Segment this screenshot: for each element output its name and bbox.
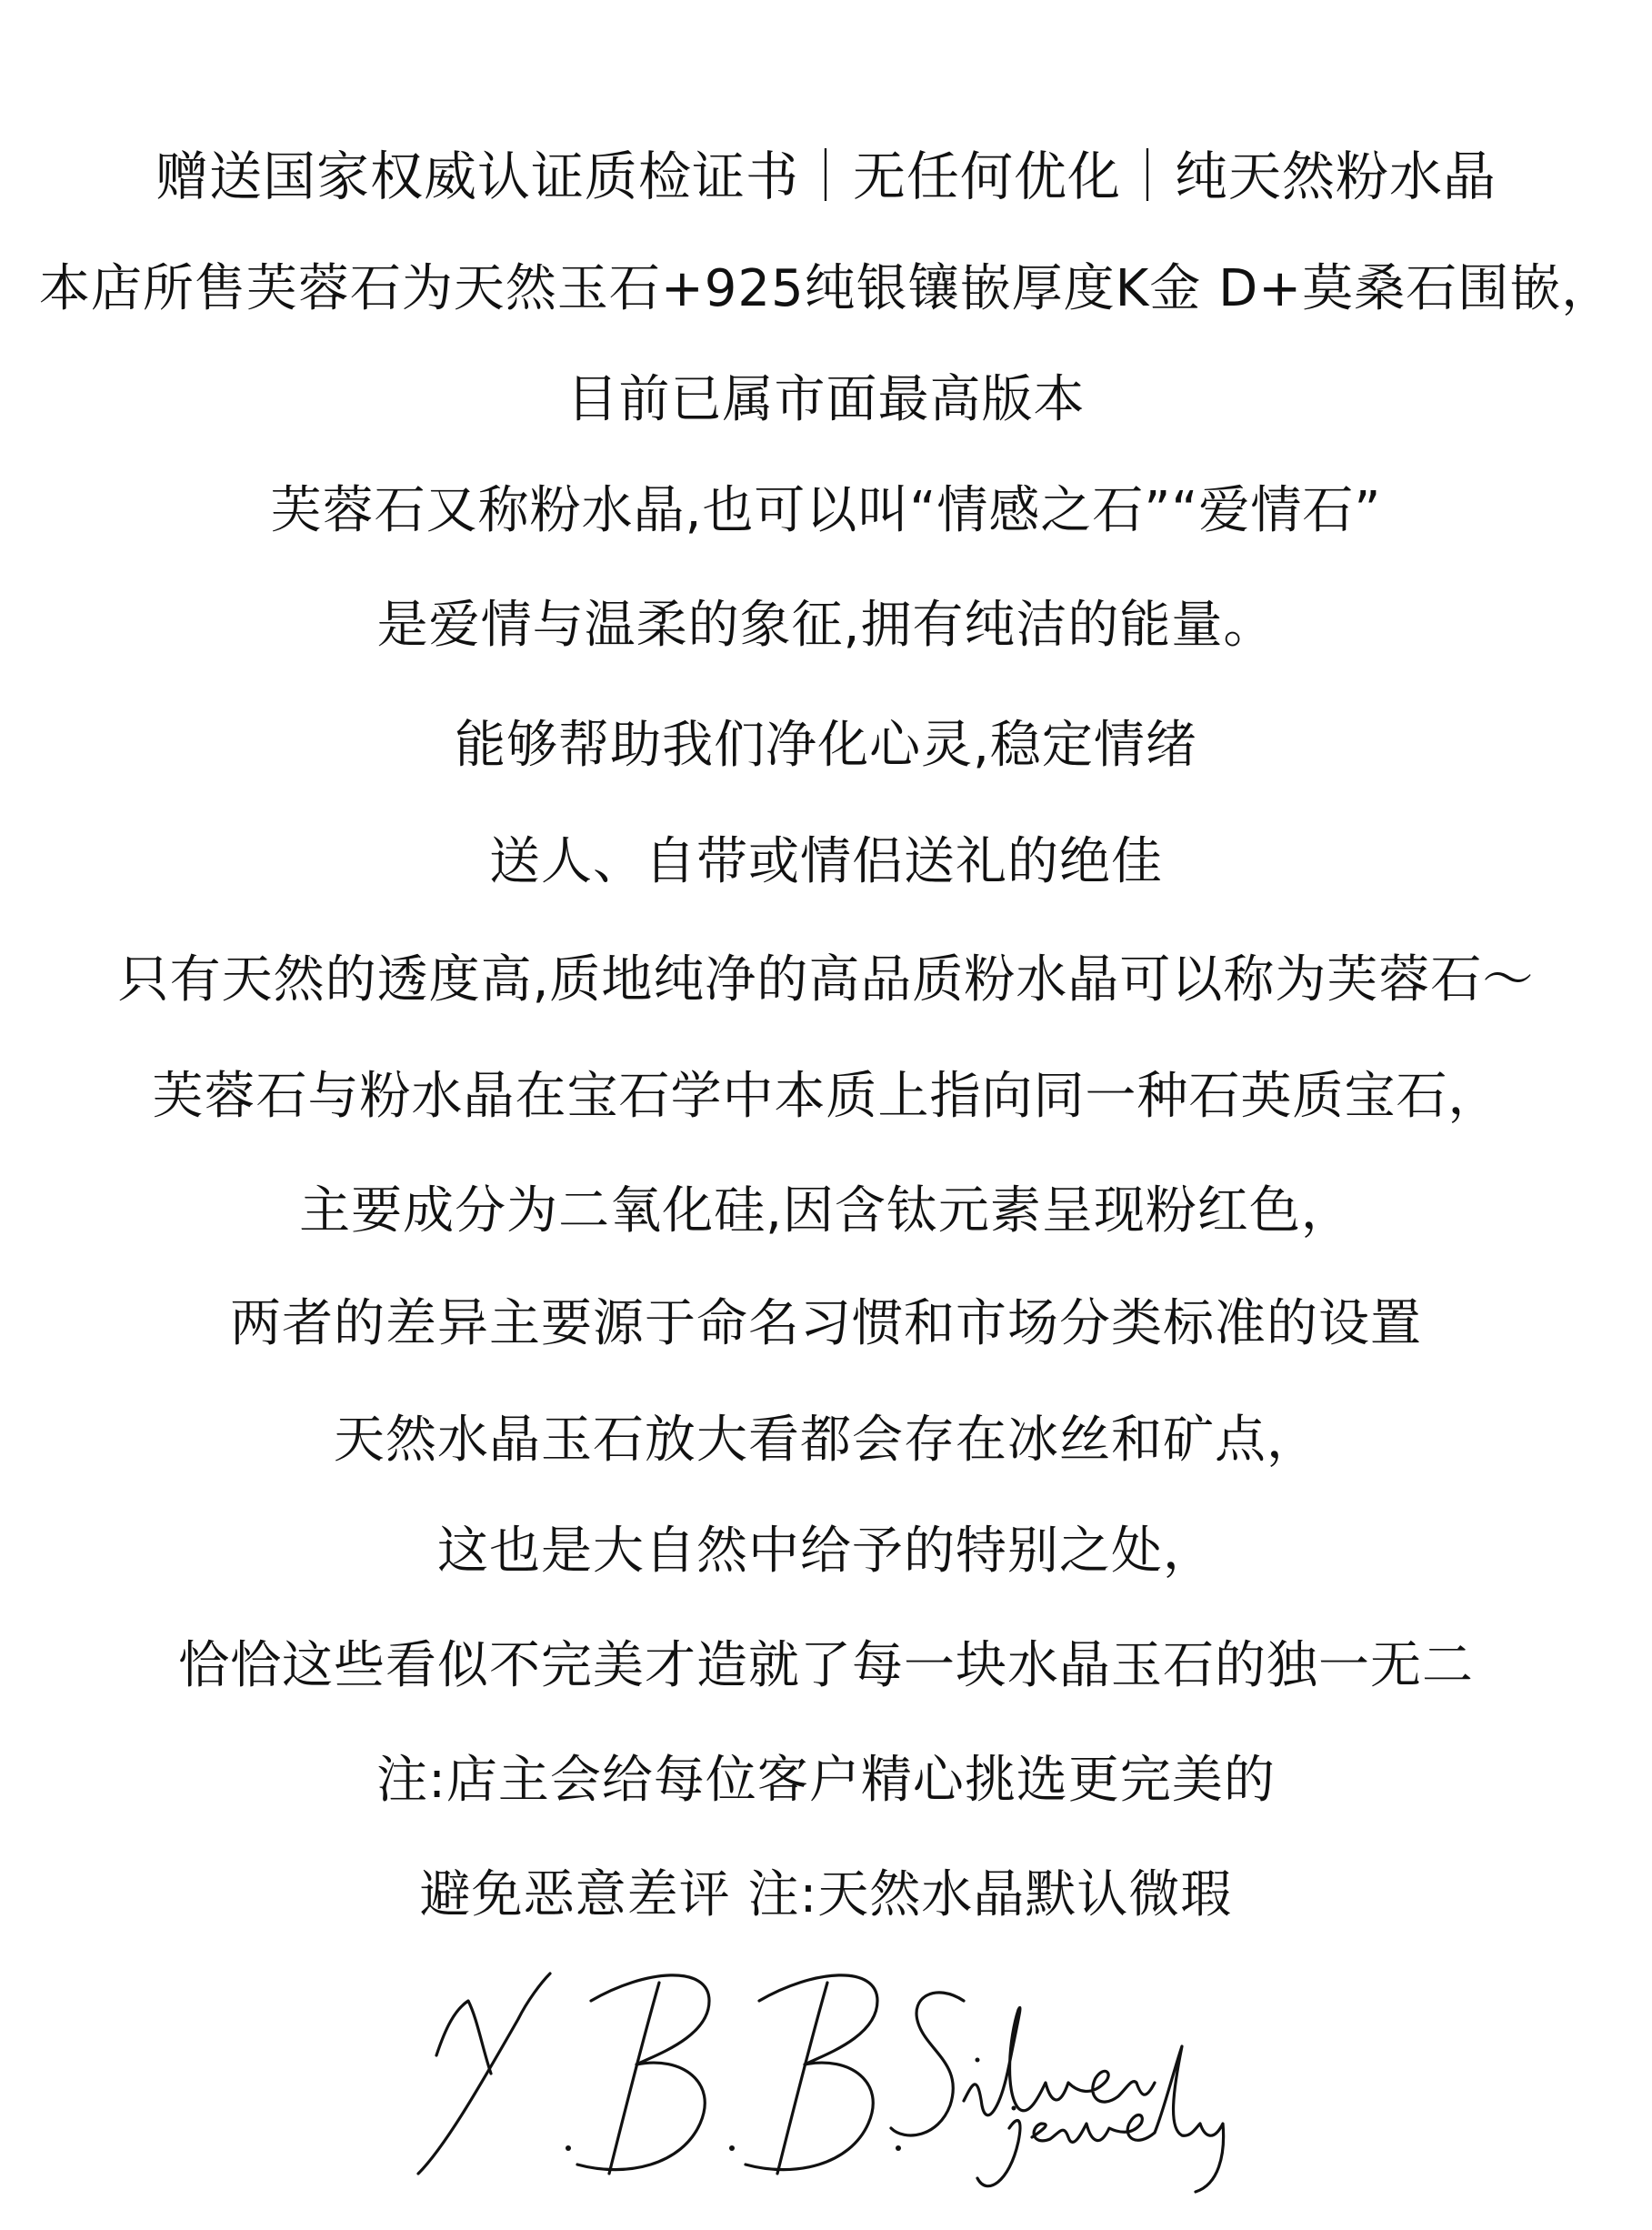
- text-line-7: 只有天然的透度高,质地纯净的高品质粉水晶可以称为芙蓉石～: [117, 950, 1535, 1010]
- text-line-6: 送人、自带或情侣送礼的绝佳: [489, 832, 1163, 891]
- signature-logo: [382, 1946, 1291, 2201]
- text-line-5: 能够帮助我们净化心灵,稳定情绪: [455, 716, 1197, 775]
- text-line-1: 本店所售芙蓉石为天然玉石+925纯银镶嵌厚度K金 D+莫桑石围嵌，: [38, 259, 1614, 318]
- text-line-9: 主要成分为二氧化硅,因含钛元素呈现粉红色，: [299, 1181, 1353, 1241]
- text-line-8: 芙蓉石与粉水晶在宝石学中本质上指向同一种石英质宝石，: [152, 1067, 1500, 1126]
- text-line-15: 避免恶意差评 注:天然水晶默认微瑕: [419, 1865, 1233, 1924]
- text-line-13: 恰恰这些看似不完美才造就了每一块水晶玉石的独一无二: [178, 1636, 1474, 1695]
- text-line-12: 这也是大自然中给予的特别之处，: [437, 1522, 1215, 1581]
- headline: 赠送国家权威认证质检证书｜无任何优化｜纯天然粉水晶: [155, 146, 1497, 207]
- text-line-4: 是爱情与温柔的象征,拥有纯洁的能量。: [376, 596, 1276, 655]
- text-line-3: 芙蓉石又称粉水晶,也可以叫“情感之石”“爱情石”: [270, 481, 1382, 540]
- text-line-10: 两者的差异主要源于命名习惯和市场分类标准的设置: [230, 1294, 1422, 1353]
- text-line-2: 目前已属市面最高版本: [566, 370, 1086, 429]
- text-line-14: 注:店主会给每位客户精心挑选更完美的: [376, 1751, 1276, 1810]
- text-line-11: 天然水晶玉石放大看都会存在冰丝和矿点，: [334, 1411, 1318, 1470]
